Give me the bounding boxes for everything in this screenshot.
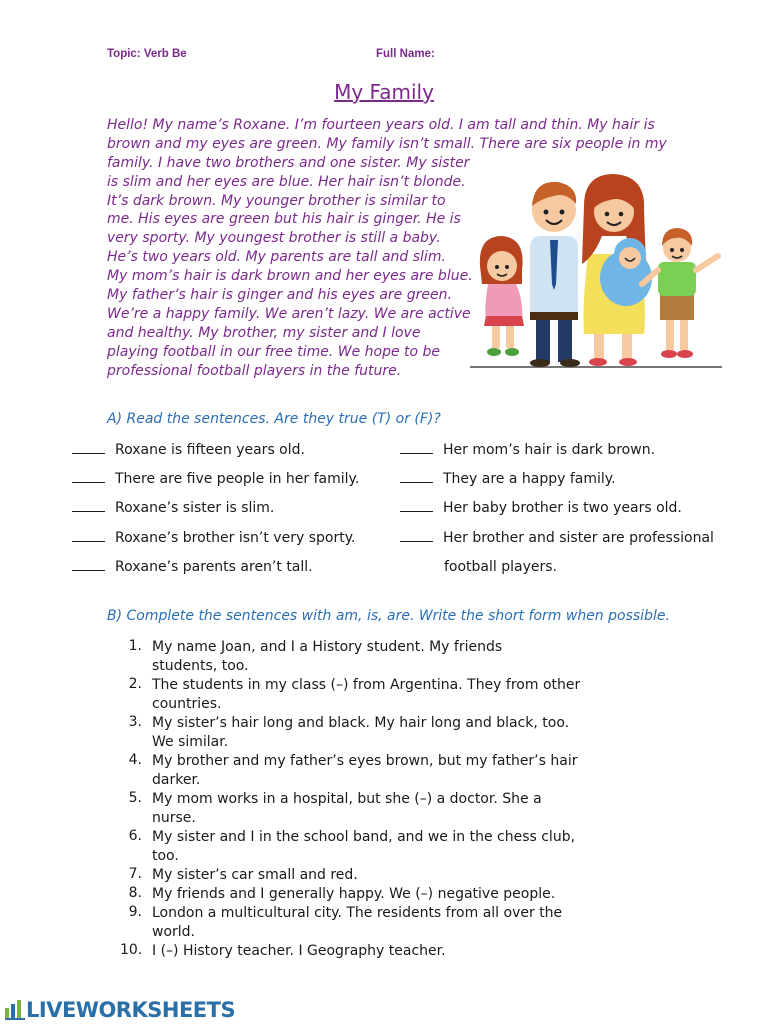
page-title-wrap: [0, 80, 768, 104]
tf-item: Her brother and sister are professional: [400, 530, 714, 546]
story-line: is slim and her eyes are blue. Her hair isn’t blonde.: [107, 173, 466, 190]
story-line: professional football players in the future.: [107, 362, 402, 379]
item-line: My sister’s car small and red.: [152, 867, 358, 883]
item-number: 6.: [128, 828, 142, 844]
logo-mark-icon: [4, 999, 26, 1021]
answer-blank[interactable]: [72, 442, 105, 454]
story-line: It’s dark brown. My younger brother is similar to: [107, 192, 446, 209]
exercise-item: [120, 828, 576, 866]
story-line: me. His eyes are green but his hair is ginger. He is: [107, 211, 461, 228]
liveworksheets-logo: [4, 996, 235, 1024]
tf-item: Roxane is fifteen years old.: [72, 442, 305, 458]
story-line: My mom’s hair is dark brown and her eyes are blue.: [107, 268, 473, 285]
tf-item-continuation: football players.: [444, 559, 557, 575]
daughter-figure: [480, 236, 524, 356]
story-line: family. I have two brothers and one sister. My sister: [107, 154, 470, 171]
item-number: 7.: [128, 866, 142, 882]
item-line: London a multicultural city. The residents from all over the: [152, 905, 563, 921]
story-line: We’re a happy family. We aren’t lazy. We are active: [107, 305, 471, 322]
full-name-label: Full Name:: [376, 48, 435, 60]
item-line: The students in my class (–) from Argentina. They from other: [152, 677, 581, 693]
exercise-item: [120, 714, 570, 752]
son-figure: [642, 228, 718, 358]
item-line: My name Joan, and I a History student. My friends: [152, 639, 503, 655]
item-line: My brother and my father’s eyes brown, but my father’s hair: [152, 753, 578, 769]
item-number: 9.: [128, 904, 142, 920]
exercise-item: [120, 942, 446, 961]
section-a-title: A) Read the sentences. Are they true (T) or (F)?: [107, 411, 441, 427]
story-line: playing football in our free time. We hope to be: [107, 343, 441, 360]
story-line: My father’s hair is ginger and his eyes are green.: [107, 287, 452, 304]
item-line: nurse.: [152, 810, 196, 826]
item-line: My sister’s hair long and black. My hair long and black, too.: [152, 715, 570, 731]
item-line: My mom works in a hospital, but she (–) a doctor. She a: [152, 791, 542, 807]
story-line: He’s two years old. My parents are tall and slim.: [107, 249, 446, 266]
exercise-item: [120, 752, 578, 790]
father-figure: [530, 182, 580, 367]
logo-text: LIVEWORKSHEETS: [26, 998, 236, 1022]
answer-blank[interactable]: [400, 500, 433, 512]
item-number: 4.: [128, 752, 142, 768]
item-number: 1.: [128, 638, 142, 654]
exercise-item: [120, 638, 503, 676]
item-line: I (–) History teacher. I Geography teacher.: [152, 943, 446, 959]
topic-label: Topic: Verb Be: [107, 48, 187, 60]
answer-blank[interactable]: [400, 471, 433, 483]
item-line: My friends and I generally happy. We (–) negative people.: [152, 886, 556, 902]
answer-blank[interactable]: [72, 559, 105, 571]
item-line: We similar.: [152, 734, 229, 750]
tf-item: There are five people in her family.: [72, 471, 359, 487]
item-number: 3.: [128, 714, 142, 730]
tf-item: They are a happy family.: [400, 471, 616, 487]
answer-blank[interactable]: [400, 530, 433, 542]
answer-blank[interactable]: [400, 442, 433, 454]
tf-item: Roxane’s sister is slim.: [72, 500, 274, 516]
item-line: countries.: [152, 696, 222, 712]
baby-figure: [600, 238, 652, 306]
tf-item: Roxane’s brother isn’t very sporty.: [72, 530, 355, 546]
item-number: 10.: [120, 942, 143, 958]
exercise-item: [120, 866, 358, 885]
item-line: world.: [152, 924, 195, 940]
exercise-item: [120, 885, 556, 904]
family-illustration: [466, 166, 726, 372]
tf-item: Her mom’s hair is dark brown.: [400, 442, 655, 458]
exercise-item: [120, 676, 581, 714]
exercise-item: [120, 790, 542, 828]
answer-blank[interactable]: [72, 500, 105, 512]
item-line: darker.: [152, 772, 201, 788]
story-line: very sporty. My youngest brother is still a baby.: [107, 230, 441, 247]
story-line: and healthy. My brother, my sister and I love: [107, 324, 421, 341]
item-number: 2.: [128, 676, 142, 692]
page-title: My Family: [334, 80, 434, 104]
item-number: 8.: [128, 885, 142, 901]
exercise-item: [120, 904, 563, 942]
tf-item: Roxane’s parents aren’t tall.: [72, 559, 313, 575]
answer-blank[interactable]: [72, 530, 105, 542]
item-number: 5.: [128, 790, 142, 806]
tf-item: Her baby brother is two years old.: [400, 500, 682, 516]
section-b-title: B) Complete the sentences with am, is, are. Write the short form when possible.: [107, 608, 670, 624]
item-line: My sister and I in the school band, and we in the chess club,: [152, 829, 576, 845]
item-line: students, too.: [152, 658, 249, 674]
item-line: too.: [152, 848, 179, 864]
story-line: brown and my eyes are green. My family isn’t small. There are six people in my: [107, 135, 667, 152]
answer-blank[interactable]: [72, 471, 105, 483]
story-line: Hello! My name’s Roxane. I’m fourteen years old. I am tall and thin. My hair is: [107, 117, 655, 133]
